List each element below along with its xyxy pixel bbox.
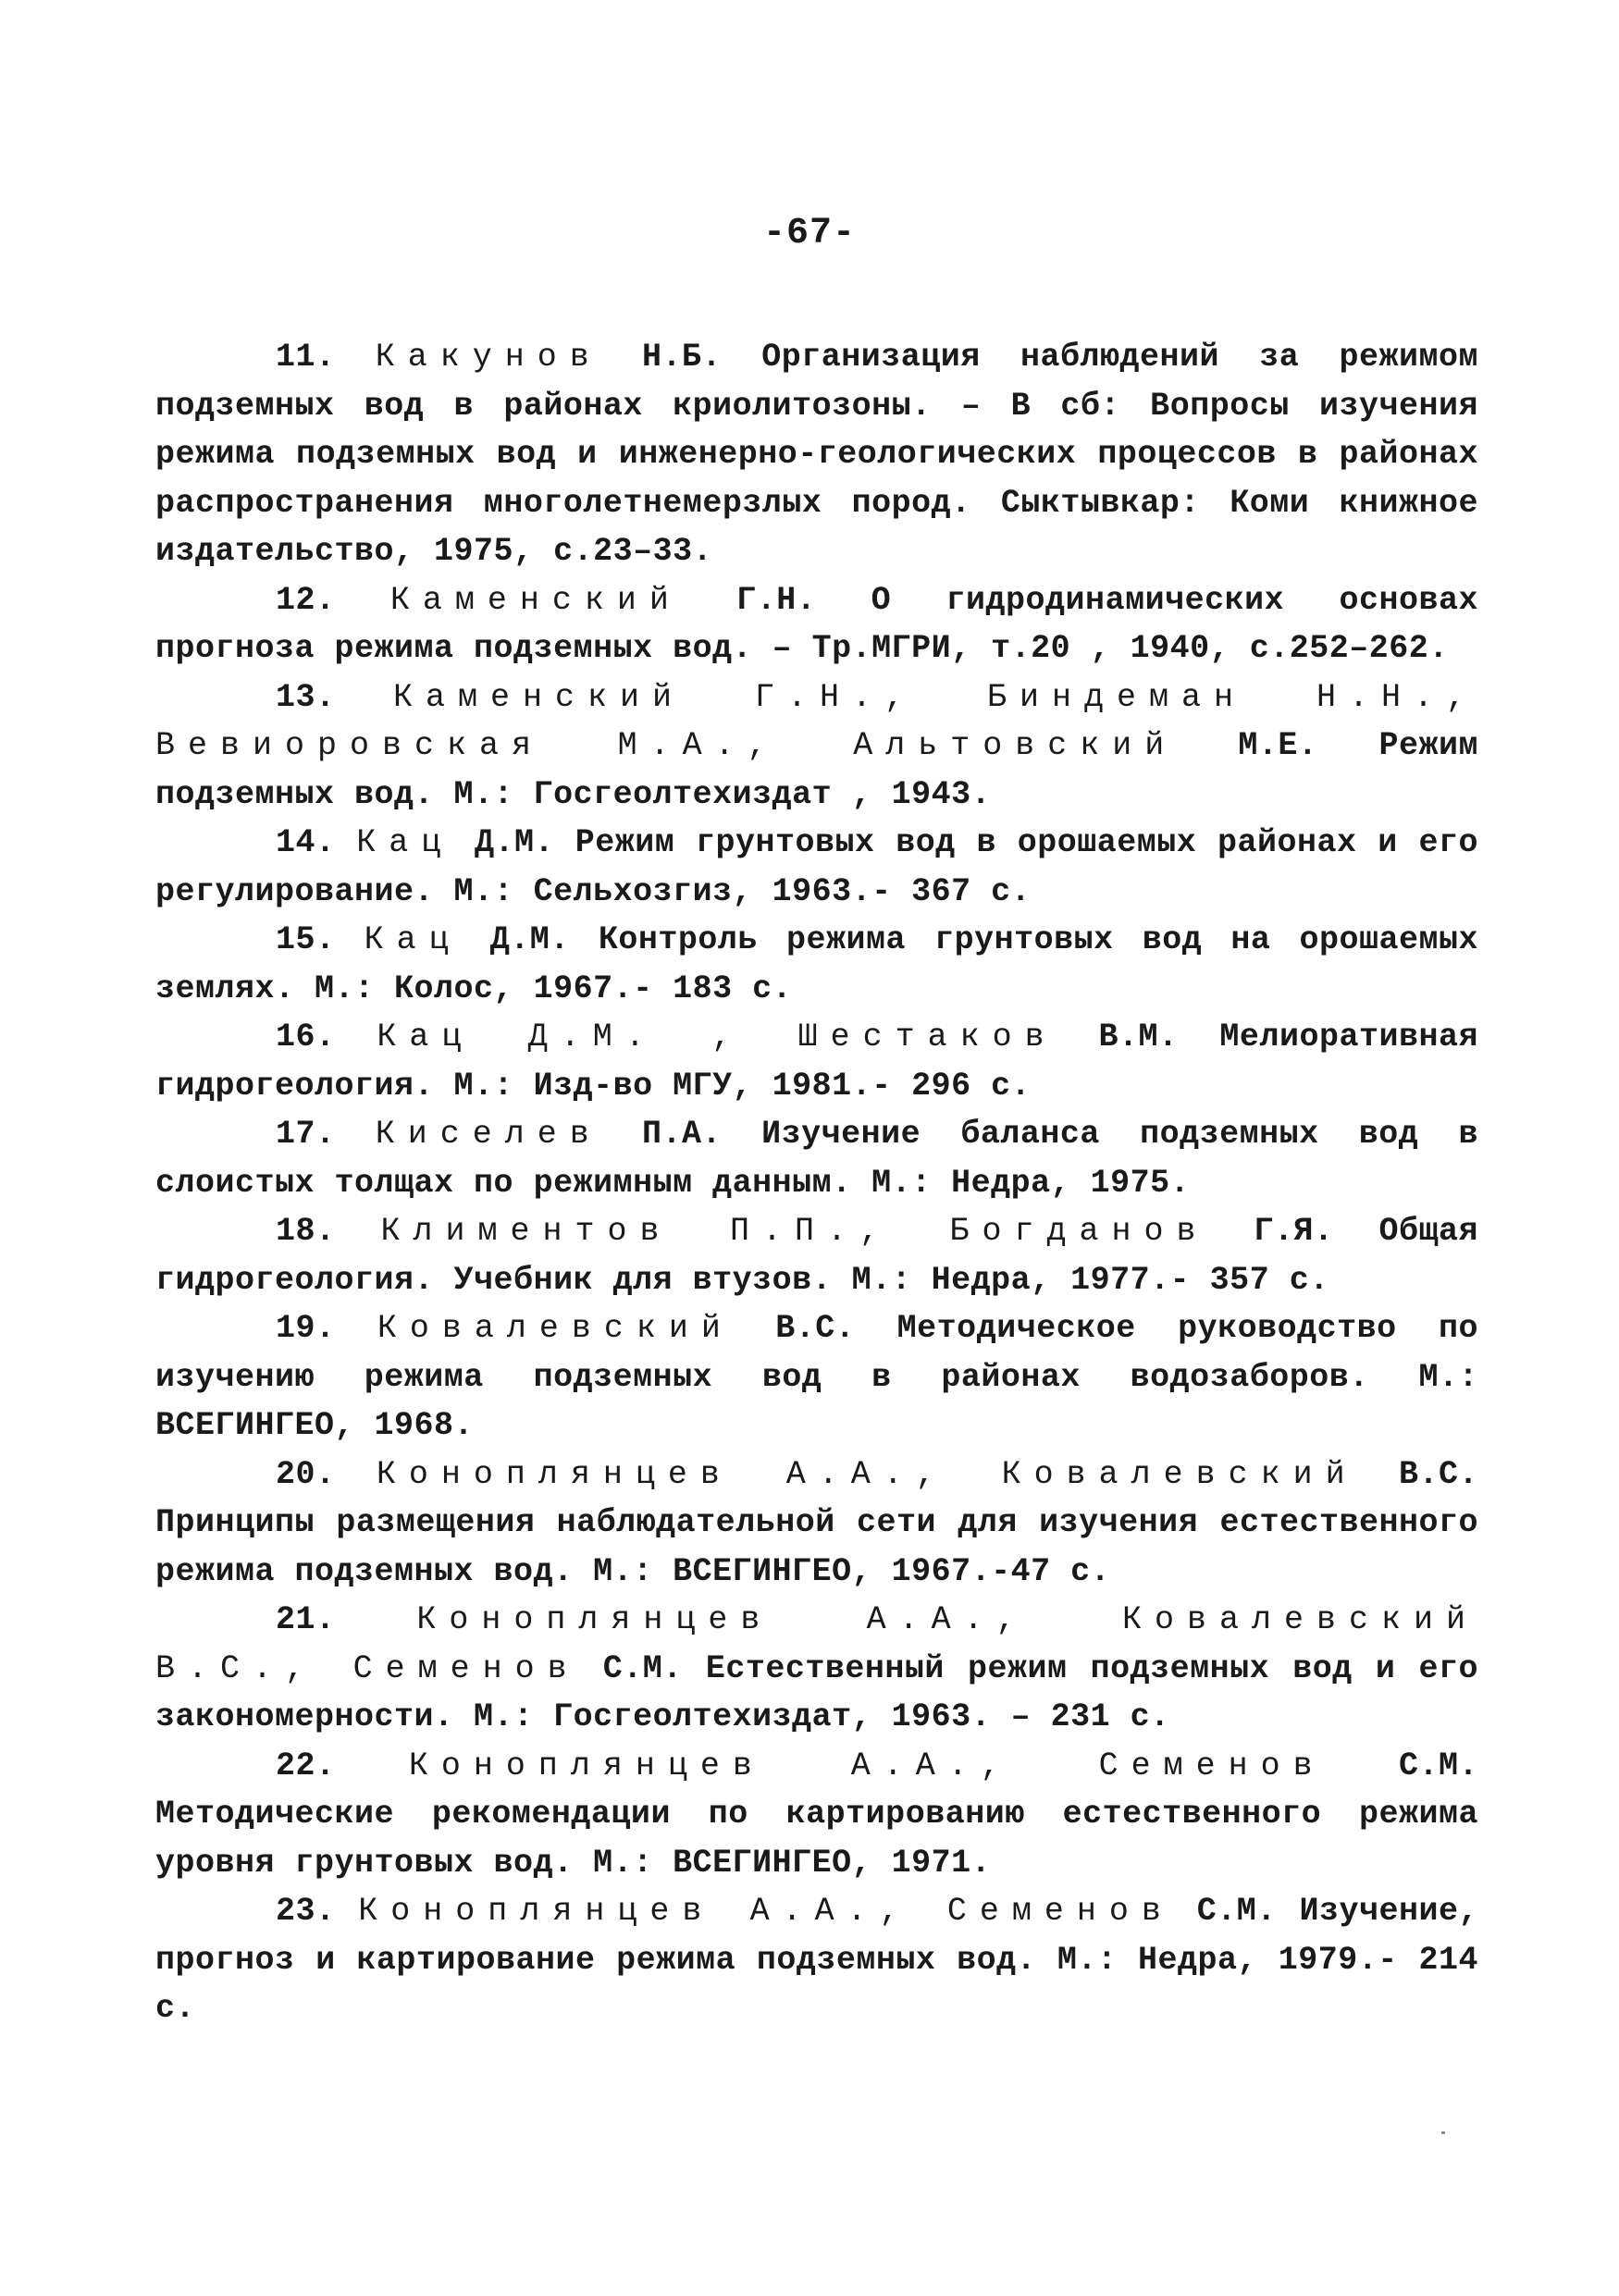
reference-text: С.М. Изучение, прогноз и картирование режима подземных вод. М.: Недра, 1979.- 214 с.: [155, 1893, 1478, 2027]
reference-entry-11: [155, 333, 1478, 576]
scan-speck: [1441, 2131, 1445, 2134]
reference-authors: Ковалевский: [377, 1310, 734, 1347]
reference-authors: Каменский Г.Н., Биндеман Н.Н., Вевиоровская М.А., Альтовский: [155, 678, 1478, 764]
reference-entry-19: [155, 1304, 1478, 1450]
reference-authors: Климентов П.П., Богданов: [380, 1213, 1209, 1250]
reference-authors: Коноплянцев А.А., Ковалевский В.С., Семенов: [155, 1601, 1478, 1687]
reference-text: Г.Н. О гидродинамических основах прогноза режима подземных вод. – Тр.МГРИ, т.20 , 1940, с.252–262.: [155, 581, 1478, 667]
reference-authors: Кац Д.М. , Шестаков: [377, 1018, 1057, 1055]
reference-entry-21: [155, 1596, 1478, 1742]
reference-text: С.М. Естественный режим подземных вод и его закономерности. М.: Госгеолтехиздат, 1963. – 231 с.: [155, 1649, 1479, 1735]
reference-authors: Коноплянцев А.А., Семенов: [408, 1747, 1326, 1784]
reference-text: С.М. Методические рекомендации по картированию естественного режима уровня грунтовых вод. М.: ВСЕГИНГЕО, 1971.: [155, 1747, 1478, 1882]
reference-entry-13: [155, 673, 1478, 820]
reference-number: 21.: [276, 1601, 336, 1638]
reference-number: 19.: [276, 1310, 336, 1347]
reference-entry-14: [155, 819, 1478, 916]
reference-text: П.А. Изучение баланса подземных вод в слоистых толщах по режимным данным. М.: Недра, 1975.: [155, 1116, 1478, 1202]
reference-authors: Кац: [364, 921, 462, 958]
reference-text: Д.М. Контроль режима грунтовых вод на орошаемых землях. М.: Колос, 1967.- 183 с.: [155, 921, 1478, 1007]
reference-entry-16: [155, 1013, 1478, 1110]
reference-list: [155, 333, 1478, 2033]
reference-number: 20.: [276, 1455, 336, 1493]
reference-authors: Какунов: [375, 339, 602, 376]
reference-entry-12: [155, 576, 1478, 673]
reference-entry-15: [155, 916, 1478, 1013]
reference-text: Д.М. Режим грунтовых вод в орошаемых районах и его регулирование. М.: Сельхозгиз, 1963.- 367 с.: [155, 824, 1478, 910]
reference-authors: Кац: [356, 824, 454, 861]
reference-entry-23: [155, 1887, 1478, 2033]
reference-text: Н.Б. Организация наблюдений за режимом подземных вод в районах криолитозоны. – В сб: Вопросы изучения режима подземных вод и инженерно-геологических процессов в районах распространения многолетнемерзлых пород. Сыктывкар: Коми книжное издательство, 1975, с.23–33.: [155, 339, 1478, 570]
reference-text: М.Е. Режим подземных вод. М.: Госгеолтехиздат , 1943.: [155, 727, 1478, 813]
page-number: -67-: [762, 213, 856, 254]
reference-number: 13.: [276, 678, 336, 716]
reference-text: Г.Я. Общая гидрогеология. Учебник для втузов. М.: Недра, 1977.- 357 с.: [155, 1213, 1478, 1299]
reference-number: 22.: [276, 1747, 336, 1784]
reference-entry-20: [155, 1450, 1478, 1597]
reference-number: 17.: [276, 1116, 336, 1153]
reference-entry-22: [155, 1742, 1478, 1888]
reference-number: 11.: [276, 339, 336, 376]
reference-text: В.М. Мелиоративная гидрогеология. М.: Изд-во МГУ, 1981.- 296 с.: [155, 1018, 1478, 1105]
reference-number: 12.: [276, 581, 336, 619]
reference-text: В.С. Принципы размещения наблюдательной сети для изучения естественного режима подземных вод. М.: ВСЕГИНГЕО, 1967.-47 с.: [155, 1455, 1478, 1590]
reference-text: В.С. Методическое руководство по изучению режима подземных вод в районах водозаборов. М.: ВСЕГИНГЕО, 1968.: [155, 1310, 1478, 1444]
reference-entry-17: [155, 1110, 1478, 1207]
reference-authors: Каменский: [389, 581, 682, 619]
reference-number: 15.: [276, 921, 336, 958]
reference-authors: Киселев: [375, 1116, 602, 1153]
reference-authors: Коноплянцев А.А., Семенов: [358, 1893, 1174, 1930]
reference-number: 14.: [276, 824, 336, 861]
reference-authors: Коноплянцев А.А., Ковалевский: [376, 1455, 1358, 1493]
reference-number: 23.: [276, 1893, 336, 1930]
reference-number: 18.: [276, 1213, 336, 1250]
reference-entry-18: [155, 1207, 1478, 1304]
reference-number: 16.: [276, 1018, 336, 1055]
